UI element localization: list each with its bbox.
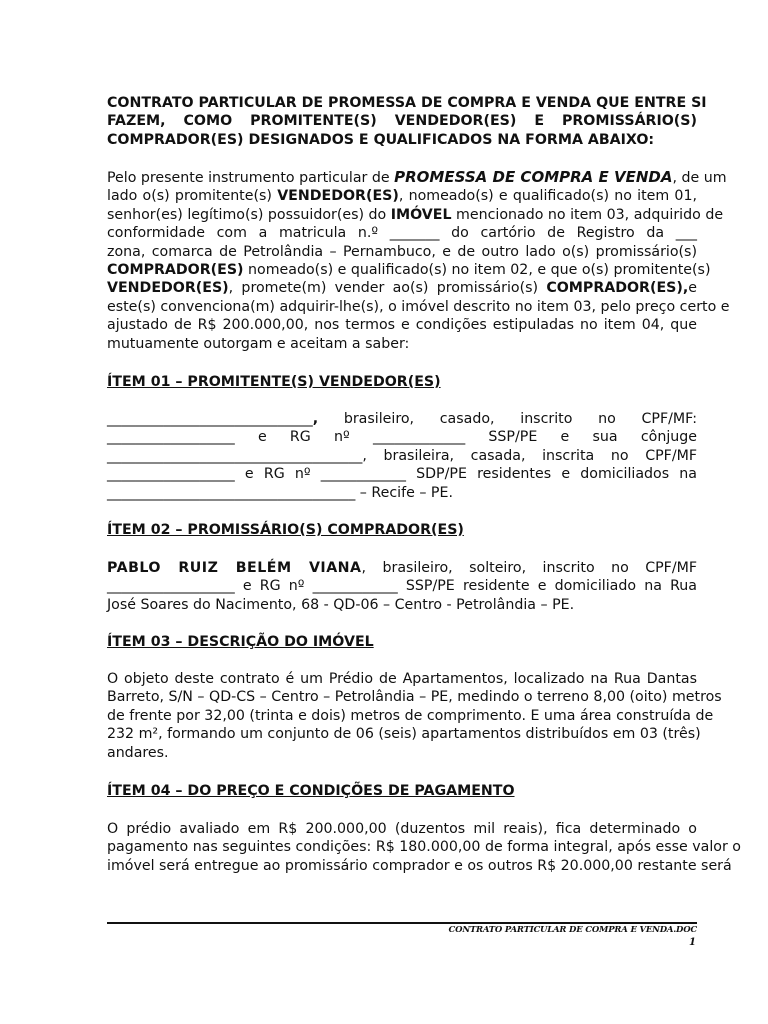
item01-heading: ÍTEM 01 – PROMITENTE(S) VENDEDOR(ES) bbox=[107, 374, 441, 390]
title-line: COMPRADOR(ES) DESIGNADOS E QUALIFICADOS NA FORMA ABAIXO: bbox=[107, 131, 655, 148]
item02-heading: ÍTEM 02 – PROMISSÁRIO(S) COMPRADOR(ES) bbox=[107, 522, 464, 538]
title-line: CONTRATO PARTICULAR DE PROMESSA DE COMPRA E VENDA QUE ENTRE SI bbox=[107, 95, 707, 111]
title-line: FAZEM, COMO PROMITENTE(S) VENDEDOR(ES) E PROMISSÁRIO(S) bbox=[107, 113, 697, 130]
footer-filename: CONTRATO PARTICULAR DE COMPRA E VENDA.DOC bbox=[448, 925, 697, 935]
item01-paragraph: _____________________________, brasileiro, casado, inscrito no CPF/MF: __________________ e RG nº _____________ SSP/PE e sua cônjuge ____________________________________, brasileira, casada, inscrita no CPF/MF __________________ e RG nº ____________ SDP/PE residentes e domiciliados na ___________________________________ – Recife – PE. bbox=[107, 411, 697, 501]
contract-title bbox=[107, 94, 707, 149]
footer-rule bbox=[107, 922, 697, 924]
contract-type-emphasis: PROMESSA DE COMPRA E VENDA bbox=[394, 168, 673, 186]
item04-heading: ÍTEM 04 – DO PREÇO E CONDIÇÕES DE PAGAMENTO bbox=[107, 783, 515, 799]
item04-paragraph: O prédio avaliado em R$ 200.000,00 (duzentos mil reais), fica determinado o pagamento nas seguintes condições: R$ 180.000,00 de forma integral, após esse valor o imóvel será entregue ao promissário comprador e os outros R$ 20.000,00 restante será bbox=[107, 821, 741, 874]
buyer-name: PABLO RUIZ BELÉM VIANA bbox=[107, 560, 362, 576]
item03-paragraph: O objeto deste contrato é um Prédio de Apartamentos, localizado na Rua Dantas Barreto, S/N – QD-CS – Centro – Petrolândia – PE, medindo o terreno 8,00 (oito) metros de frente por 32,00 (trinta e dois) metros de comprimento. E uma área construída de 232 m², formando um conjunto de 06 (seis) apartamentos distribuídos em 03 (três) andares. bbox=[107, 671, 722, 761]
item02-paragraph: PABLO RUIZ BELÉM VIANA, brasileiro, solteiro, inscrito no CPF/MF __________________ e RG nº ____________ SSP/PE residente e domiciliado na Rua José Soares do Nacimento, 68 - QD-06 – Centro - Petrolândia – PE. bbox=[107, 560, 698, 613]
intro-paragraph: Pelo presente instrumento particular de PROMESSA DE COMPRA E VENDA, de um lado o(s) promitente(s) VENDEDOR(ES), nomeado(s) e qualificado(s) no item 01, senhor(es) legítimo(s) possuidor(es) do IMÓVEL mencionado no item 03, adquirido de conformidade com a matricula n.º _______ do cartório de Registro da ___ zona, comarca de Petrolândia – Pernambuco, e de outro lado o(s) promissário(s) COMPRADOR(ES) nomeado(s) e qualificado(s) no item 02, e que o(s) promitente(s) VENDEDOR(ES), promete(m) vender ao(s) promissário(s) COMPRADOR(ES),e este(s) convenciona(m) adquirir-lhe(s), o imóvel descrito no item 03, pelo preço certo e ajustado de R$ 200.000,00, nos termos e condições estipuladas no item 04, que mutuamente outorgam e aceitam a saber: bbox=[107, 168, 730, 352]
item03-heading: ÍTEM 03 – DESCRIÇÃO DO IMÓVEL bbox=[107, 634, 374, 650]
page-number: 1 bbox=[689, 937, 696, 948]
